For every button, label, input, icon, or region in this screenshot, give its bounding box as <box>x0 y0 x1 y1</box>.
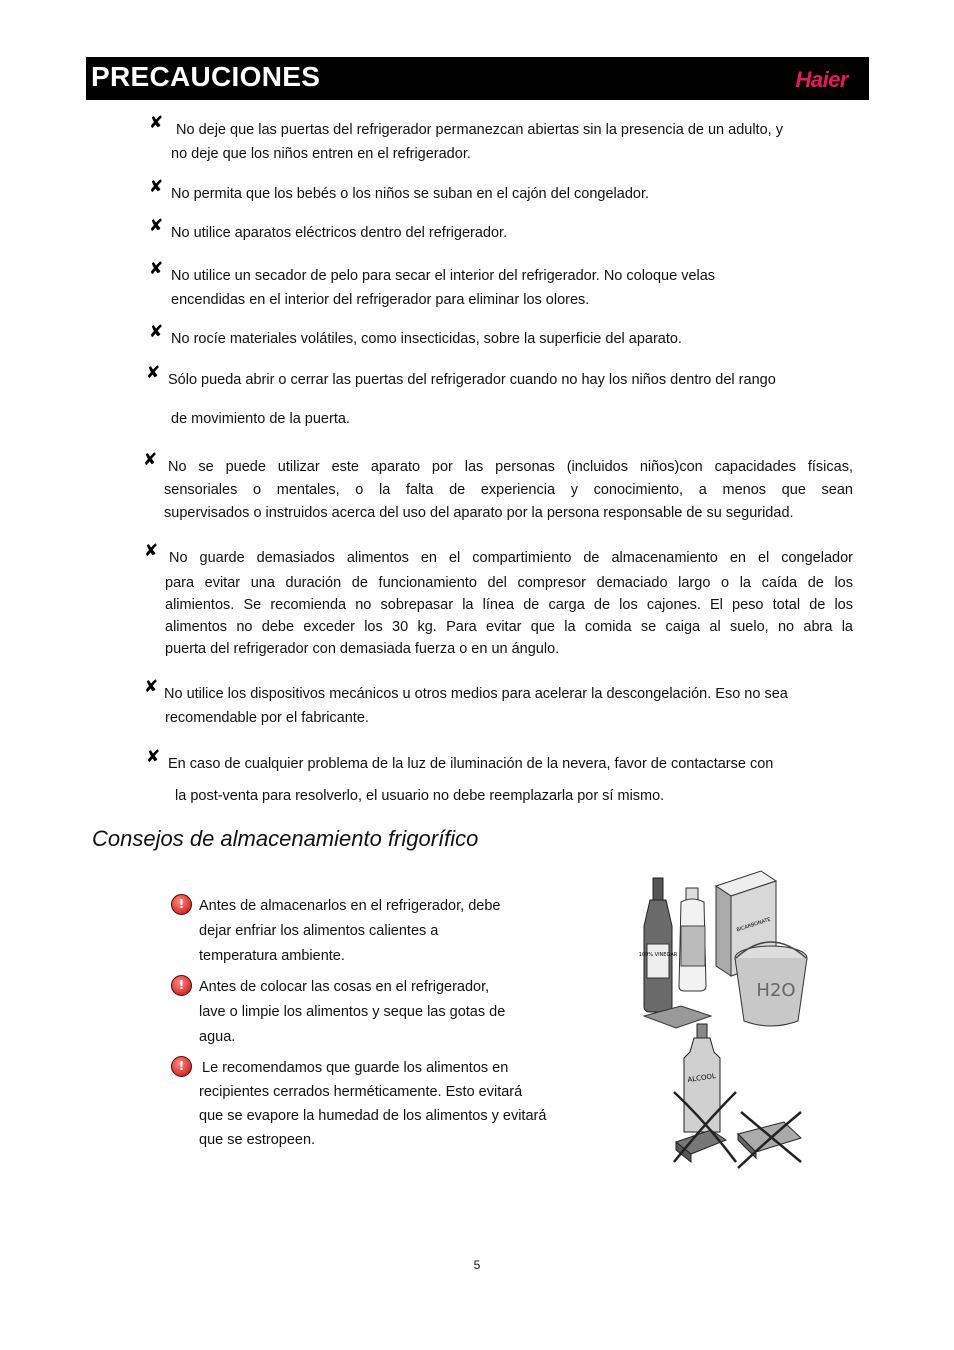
tip-line: lave o limpie los alimentos y seque las gotas de <box>199 1004 506 1020</box>
bicarbonate-label: BICARBONATE <box>735 916 772 934</box>
precaution-line: encendidas en el interior del refrigerador para eliminar los olores. <box>171 292 590 308</box>
precaution-line: supervisados o instruidos acerca del uso del aparato por la persona responsable de su seguridad. <box>164 505 794 521</box>
precaution-line: No utilice los dispositivos mecánicos u otros medios para acelerar la descongelación. Eso no sea <box>164 686 788 702</box>
precaution-line: Sólo pueda abrir o cerrar las puertas del refrigerador cuando no hay los niños dentro del rango <box>168 372 776 388</box>
cross-icon: ✘ <box>144 541 159 561</box>
section-title: Consejos de almacenamiento frigorífico <box>92 826 479 851</box>
precaution-item <box>144 541 853 660</box>
precaution-line: alimentos no debe exceder los 30 kg. Para evitar que la comida se caiga al suelo, no abra la <box>165 619 853 635</box>
cross-icon: ✘ <box>146 363 161 383</box>
precaution-item <box>146 747 858 808</box>
tip-item <box>178 894 599 969</box>
precaution-line: No se puede utilizar este aparato por las personas (incluidos niños)con capacidades físicas, <box>168 459 853 475</box>
tip-line: recipientes cerrados herméticamente. Esto evitará <box>199 1084 523 1100</box>
tip-line: que se evapore la humedad de los alimentos y evitará <box>199 1108 547 1124</box>
precaution-item <box>149 216 861 245</box>
alcohol-label: ALCOOL <box>687 1072 717 1084</box>
tip-line: Le recomendamos que guarde los alimentos en <box>202 1060 509 1076</box>
precaution-item <box>146 363 861 431</box>
precaution-item <box>149 259 861 312</box>
precaution-line: de movimiento de la puerta. <box>171 411 350 427</box>
tip-line: Antes de almacenarlos en el refrigerador, debe <box>199 898 501 914</box>
precaution-line: sensoriales o mentales, o la falta de experiencia y conocimiento, a menos que sean <box>164 482 853 498</box>
cleaning-products-illustration <box>636 866 816 1031</box>
prohibited-products-illustration <box>666 1022 811 1172</box>
precaution-line: No rocíe materiales volátiles, como insecticidas, sobre la superficie del aparato. <box>171 331 682 347</box>
cross-icon: ✘ <box>149 322 164 342</box>
vinegar-bottle-icon <box>639 878 678 1012</box>
precaution-line: alimientos. Se recomienda no sobrepasar la línea de carga de los cajones. El peso total de los <box>165 597 853 613</box>
precaution-item <box>149 113 861 166</box>
tip-line: temperatura ambiente. <box>199 948 345 964</box>
white-bottle-icon <box>679 888 706 991</box>
cross-icon: ✘ <box>149 216 164 236</box>
precaution-item <box>144 677 858 730</box>
tip-item <box>178 1056 599 1152</box>
precaution-line: la post-venta para resolverlo, el usuario no debe reemplazarla por sí mismo. <box>175 788 665 804</box>
cross-icon: ✘ <box>149 177 164 197</box>
precaution-line: No permita que los bebés o los niños se suban en el cajón del congelador. <box>171 186 650 202</box>
vinegar-label: 100% VINEGAR <box>638 952 678 958</box>
tip-line: Antes de colocar las cosas en el refrigerador, <box>199 979 490 995</box>
water-bucket-icon <box>735 942 807 1026</box>
warning-icon: ! <box>171 894 192 915</box>
tip-line: agua. <box>199 1029 236 1045</box>
tip-item <box>178 975 599 1050</box>
precaution-line: No utilice un secador de pelo para secar el interior del refrigerador. No coloque velas <box>171 268 716 284</box>
precaution-line: puerta del refrigerador con demasiada fuerza o en un ángulo. <box>165 641 560 657</box>
cross-icon: ✘ <box>143 450 158 470</box>
tip-line: que se estropeen. <box>199 1132 316 1148</box>
warning-icon: ! <box>171 1056 192 1077</box>
precaution-line: para evitar una duración de funcionamiento del compresor demaciado largo o la caída de los <box>165 575 853 591</box>
cross-icon: ✘ <box>149 113 164 133</box>
tip-line: dejar enfriar los alimentos calientes a <box>199 923 439 939</box>
cross-icon: ✘ <box>144 677 159 697</box>
precaution-line: En caso de cualquier problema de la luz de iluminación de la nevera, favor de contactarse con <box>168 756 774 772</box>
precaution-item <box>143 450 853 525</box>
haier-logo: Haier <box>795 67 848 92</box>
water-label: H2O <box>756 980 796 1001</box>
precaution-line: No utilice aparatos eléctricos dentro del refrigerador. <box>171 225 508 241</box>
page-number: 5 <box>473 1258 481 1272</box>
cross-icon: ✘ <box>146 747 161 767</box>
precaution-line: No guarde demasiados alimentos en el compartimiento de almacenamiento en el congelador <box>169 550 853 566</box>
cross-icon: ✘ <box>149 259 164 279</box>
precaution-line: recomendable por el fabricante. <box>165 710 369 726</box>
precaution-item <box>149 322 861 351</box>
page-title: PRECAUCIONES <box>91 61 321 92</box>
precaution-item <box>149 177 861 206</box>
precaution-line: no deje que los niños entren en el refrigerador. <box>171 146 471 162</box>
sponge-icon <box>676 1130 726 1162</box>
warning-icon: ! <box>171 975 192 996</box>
precaution-line: No deje que las puertas del refrigerador permanezcan abiertas sin la presencia de un adulto, y <box>176 122 783 138</box>
page-header <box>86 57 869 100</box>
